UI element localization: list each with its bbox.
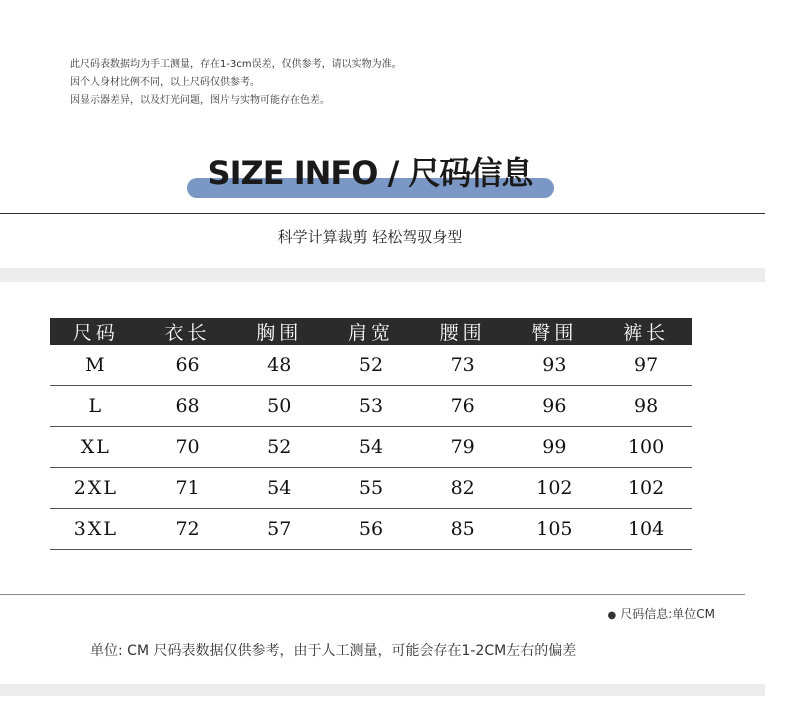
header-hip: 臀围	[509, 318, 601, 345]
cell-value: 79	[417, 427, 509, 468]
page-title: SIZE INFO / 尺码信息	[207, 154, 533, 192]
section-band	[0, 684, 765, 696]
cell-value: 57	[233, 509, 325, 550]
cell-size: M	[50, 345, 142, 386]
cell-value: 99	[509, 427, 601, 468]
cell-value: 54	[233, 468, 325, 509]
table-row	[50, 386, 692, 427]
header-waist: 腰围	[417, 318, 509, 345]
cell-size: XL	[50, 427, 142, 468]
note-line: 因显示器差异，以及灯光问题，图片与实物可能存在色差。	[70, 95, 330, 106]
cell-value: 68	[142, 386, 234, 427]
cell-value: 105	[509, 509, 601, 550]
note-line: 因个人身材比例不同，以上尺码仅供参考。	[70, 77, 260, 88]
cell-value: 53	[325, 386, 417, 427]
cell-size: L	[50, 386, 142, 427]
cell-value: 54	[325, 427, 417, 468]
table-row	[50, 345, 692, 386]
table-row	[50, 509, 692, 550]
cell-value: 52	[325, 345, 417, 386]
table-row	[50, 468, 692, 509]
cell-value: 96	[509, 386, 601, 427]
cell-value: 104	[600, 509, 692, 550]
cell-value: 102	[600, 468, 692, 509]
cell-value: 56	[325, 509, 417, 550]
unit-note-text: 尺码信息:单位CM	[620, 607, 715, 621]
subtitle: 科学计算裁剪 轻松驾驭身型	[277, 228, 463, 246]
cell-value: 98	[600, 386, 692, 427]
section-band	[0, 268, 765, 282]
cell-value: 55	[325, 468, 417, 509]
bullet-icon: ●	[607, 610, 617, 621]
cell-size: 2XL	[50, 468, 142, 509]
cell-value: 76	[417, 386, 509, 427]
cell-size: 3XL	[50, 509, 142, 550]
cell-value: 48	[233, 345, 325, 386]
table-header-row	[50, 318, 692, 345]
disclaimer-notes	[70, 56, 402, 110]
cell-value: 71	[142, 468, 234, 509]
cell-value: 52	[233, 427, 325, 468]
header-pants-length: 裤长	[600, 318, 692, 345]
cell-value: 97	[600, 345, 692, 386]
cell-value: 82	[417, 468, 509, 509]
cell-value: 72	[142, 509, 234, 550]
header-shoulder: 肩宽	[325, 318, 417, 345]
table-row	[50, 427, 692, 468]
cell-value: 73	[417, 345, 509, 386]
cell-value: 85	[417, 509, 509, 550]
note-line: 此尺码表数据均为手工测量，存在1-3cm误差，仅供参考，请以实物为准。	[70, 59, 402, 70]
cell-value: 66	[142, 345, 234, 386]
unit-note	[607, 605, 715, 622]
cell-value: 70	[142, 427, 234, 468]
cell-value: 100	[600, 427, 692, 468]
size-table	[50, 318, 692, 550]
header-length: 衣长	[142, 318, 234, 345]
cell-value: 93	[509, 345, 601, 386]
header-chest: 胸围	[233, 318, 325, 345]
header-size: 尺码	[50, 318, 142, 345]
footnote: 单位: CM 尺码表数据仅供参考，由于人工测量，可能会存在1-2CM左右的偏差	[90, 643, 577, 659]
divider	[0, 594, 745, 595]
cell-value: 102	[509, 468, 601, 509]
divider	[0, 213, 765, 214]
cell-value: 50	[233, 386, 325, 427]
